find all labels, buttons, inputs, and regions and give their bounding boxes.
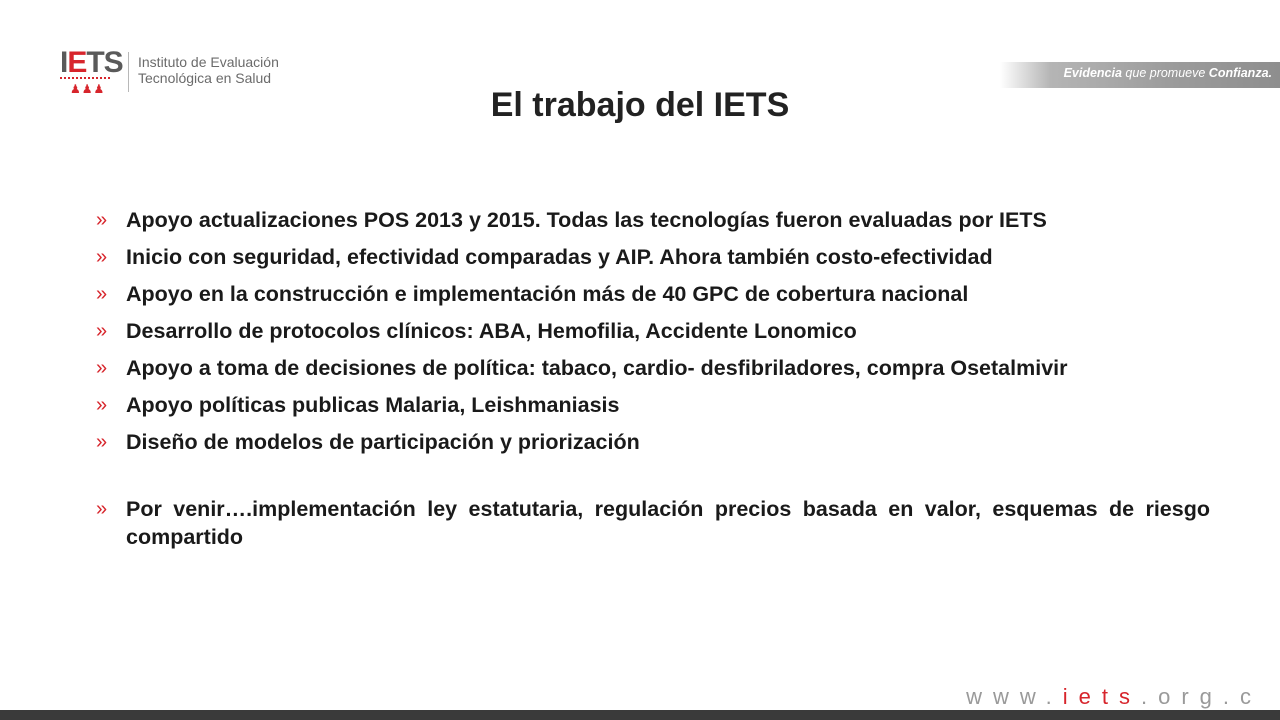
bullet-marker-icon: » bbox=[96, 283, 108, 305]
tagline-text: Evidencia que promueve Confianza. bbox=[1063, 66, 1272, 80]
bullet-marker-icon: » bbox=[96, 394, 108, 416]
bullet-item: » Diseño de modelos de participación y priorización bbox=[96, 430, 640, 454]
bullet-marker-icon: » bbox=[96, 357, 108, 379]
people-icon: ♟♟♟ bbox=[70, 82, 106, 96]
slide-title: El trabajo del IETS bbox=[490, 86, 790, 124]
logo-dotted-rule bbox=[60, 77, 110, 81]
logo-acronym: IETS bbox=[60, 46, 123, 79]
bullet-marker-icon: » bbox=[96, 209, 108, 231]
footer-bar bbox=[0, 710, 1280, 720]
bullet-item: » Desarrollo de protocolos clínicos: ABA, Hemofilia, Accidente Lonomico bbox=[96, 319, 857, 343]
bullet-item: » Apoyo a toma de decisiones de política: tabaco, cardio- desfibriladores, compra Osetalmivir bbox=[96, 356, 1068, 380]
bullet-marker-icon: » bbox=[96, 431, 108, 453]
tagline-banner bbox=[1000, 62, 1280, 88]
logo-name-line1: Instituto de Evaluación bbox=[138, 54, 279, 70]
bullet-item: » Apoyo en la construcción e implementación más de 40 GPC de cobertura nacional bbox=[96, 282, 969, 306]
logo-name-line2: Tecnológica en Salud bbox=[138, 70, 272, 86]
footer-website: www.iets.org.c bbox=[966, 684, 1262, 709]
bullet-list bbox=[96, 206, 1210, 560]
logo-institute-name bbox=[138, 54, 279, 86]
bullet-marker-icon: » bbox=[96, 320, 108, 342]
bullet-item: » Apoyo actualizaciones POS 2013 y 2015. Todas las tecnologías fueron evaluadas por IETS bbox=[96, 208, 1047, 232]
bullet-item: » Por venir….implementación ley estatutaria, regulación precios basada en valor, esquemas de riesgo compartido bbox=[96, 497, 1210, 549]
bullet-marker-icon: » bbox=[96, 498, 108, 520]
bullet-marker-icon: » bbox=[96, 246, 108, 268]
bullet-item: » Inicio con seguridad, efectividad comparadas y AIP. Ahora también costo-efectividad bbox=[96, 245, 993, 269]
bullet-item: » Apoyo políticas publicas Malaria, Leishmaniasis bbox=[96, 393, 620, 417]
